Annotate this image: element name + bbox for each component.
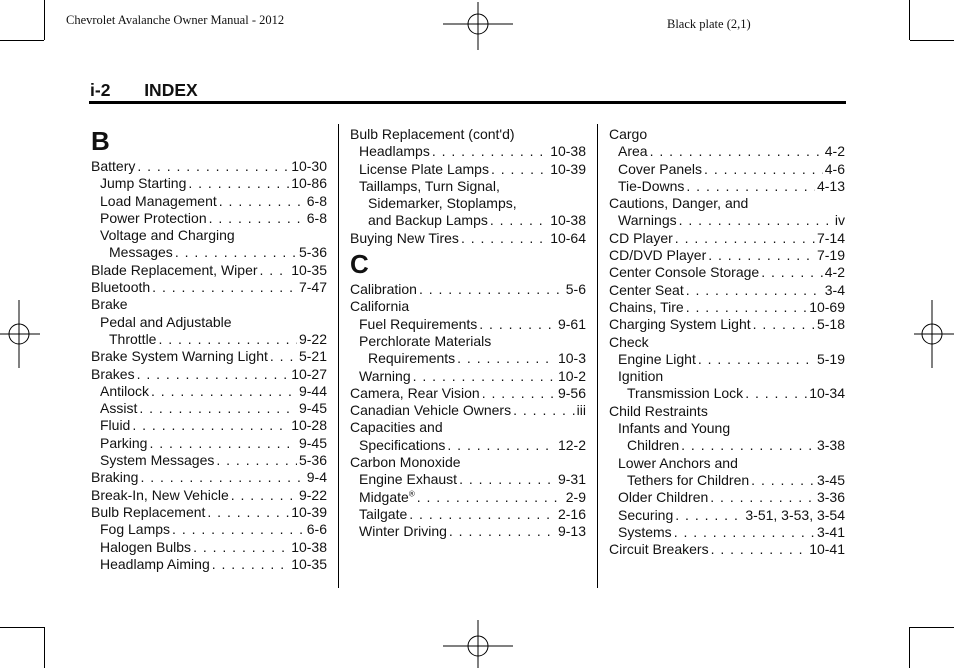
index-entry-label: Brakes <box>91 365 135 382</box>
leader-dots <box>459 471 556 488</box>
index-entry-label: Buying New Tires <box>350 229 459 246</box>
index-entry-label: Break-In, New Vehicle <box>91 486 229 503</box>
crop-mark <box>0 627 44 628</box>
index-entry <box>609 247 845 264</box>
crop-mark <box>909 0 910 40</box>
index-entry <box>91 348 327 365</box>
index-entry-page: 10-64 <box>550 229 586 246</box>
leader-dots <box>137 158 289 175</box>
index-entry-label: Sidemarker, Stoplamps, <box>368 195 517 212</box>
index-entry-label: Antilock <box>100 382 150 399</box>
leader-dots <box>151 383 297 400</box>
index-entry-label: Messages <box>109 244 173 261</box>
page-number: i-2 <box>90 80 111 100</box>
leader-dots <box>479 316 556 333</box>
index-entry <box>609 143 845 160</box>
index-entry <box>91 400 327 417</box>
index-entry-page: iv <box>834 212 845 229</box>
index-entry <box>91 262 327 279</box>
index-entry-label: Bulb Replacement (cont'd) <box>350 126 515 142</box>
index-entry-label: Engine Light <box>618 350 696 367</box>
index-entry-label: Parking <box>100 434 148 451</box>
leader-dots <box>209 210 305 227</box>
index-entry <box>91 279 327 296</box>
index-entry-label: Securing <box>618 506 674 523</box>
index-entry-page: 7-14 <box>816 229 845 246</box>
index-entry-label: Ignition <box>618 368 664 385</box>
leader-dots <box>753 316 815 333</box>
leader-dots <box>216 452 297 469</box>
index-entry-label: Warning <box>359 367 411 384</box>
leader-dots <box>175 244 297 261</box>
leader-dots <box>212 556 289 573</box>
index-entry-page: 5-21 <box>298 348 327 365</box>
leader-dots <box>704 161 823 178</box>
index-entry-label: Headlamp Aiming <box>100 555 210 572</box>
index-entry-label: Halogen Bulbs <box>100 538 192 555</box>
index-entry <box>350 281 586 298</box>
index-entry-label: California <box>350 298 410 315</box>
index-entry <box>350 195 586 212</box>
index-entry <box>609 316 845 333</box>
index-entry <box>609 472 845 489</box>
leader-dots <box>681 437 815 454</box>
index-entry <box>609 161 845 178</box>
index-entry-label: Winter Driving <box>359 523 447 540</box>
leader-dots <box>711 541 808 558</box>
index-entry-page: 3-38 <box>816 437 845 454</box>
index-entry <box>350 437 586 454</box>
leader-dots <box>432 143 548 160</box>
index-entry-page: 5-18 <box>816 316 845 333</box>
registered-mark: ® <box>408 488 415 498</box>
crop-mark <box>910 40 954 41</box>
index-entry-page: 10-3 <box>557 350 586 367</box>
leader-dots <box>686 282 823 299</box>
leader-dots <box>745 385 807 402</box>
index-entry <box>609 368 845 385</box>
index-entry-page: 4-2 <box>824 264 845 281</box>
index-entry-label: Bulb Replacement <box>91 503 206 520</box>
index-entry-page: 7-47 <box>298 279 327 296</box>
registration-mark-right <box>914 300 954 368</box>
index-entry-page: 10-34 <box>809 385 845 402</box>
index-entry-label: Bluetooth <box>91 279 151 296</box>
index-entry <box>350 385 586 402</box>
index-entry-page: 2-9 <box>565 488 586 505</box>
index-entry-label: Pedal and Adjustable <box>100 313 232 330</box>
plate-label: Black plate (2,1) <box>667 17 751 31</box>
index-entry <box>91 435 327 452</box>
index-entry-page: 9-61 <box>557 315 586 332</box>
index-entry <box>350 523 586 540</box>
leader-dots <box>413 368 556 385</box>
leader-dots <box>140 469 304 486</box>
index-entry-label: Calibration <box>350 281 417 298</box>
leader-dots <box>686 178 815 195</box>
index-entry-label: Load Management <box>100 192 217 209</box>
index-entry <box>609 385 845 402</box>
leader-dots <box>457 350 556 367</box>
index-entry-label: CD Player <box>609 229 673 246</box>
index-entry <box>609 195 845 212</box>
index-entry <box>91 487 327 504</box>
index-entry-label: and Backup Lamps <box>368 212 488 229</box>
index-entry-label: Throttle <box>109 330 157 347</box>
index-entry-label: Perchlorate Materials <box>359 332 492 349</box>
index-entry-page: 4-6 <box>824 160 845 177</box>
index-entry <box>609 334 845 351</box>
index-entry-label: Tethers for Children <box>627 471 750 488</box>
index-entry-page: 9-45 <box>298 434 327 451</box>
index-entry-page: 6-6 <box>306 521 327 538</box>
index-entry-page: 9-56 <box>557 384 586 401</box>
index-entry-page: iii <box>576 402 586 419</box>
index-entry <box>350 212 586 229</box>
index-entry-page: 10-2 <box>557 367 586 384</box>
index-entry-label: Carbon Monoxide <box>350 454 461 471</box>
index-entry-label: CD/DVD Player <box>609 247 707 264</box>
index-entry <box>350 126 586 143</box>
index-entry <box>609 420 845 437</box>
index-column-3 <box>609 126 845 558</box>
index-entry-page: 3-41 <box>816 523 845 540</box>
index-entry-page: 7-19 <box>816 247 845 264</box>
index-entry <box>609 299 845 316</box>
index-entry-label: Chains, Tire <box>609 298 684 315</box>
leader-dots <box>679 212 833 229</box>
index-entry-page: 3-4 <box>824 281 845 298</box>
index-entry-page: 9-44 <box>298 382 327 399</box>
index-entry <box>350 454 586 471</box>
index-entry-page: 10-39 <box>550 160 586 177</box>
index-entry-label: Requirements <box>368 350 456 367</box>
crop-mark <box>909 627 910 668</box>
index-entry-label: Fog Lamps <box>100 521 171 538</box>
index-entry-label: Battery <box>91 158 136 174</box>
index-entry-page: 5-19 <box>816 350 845 367</box>
index-entry-label: Transmission Lock <box>627 385 744 402</box>
leader-dots <box>260 262 290 279</box>
index-entry <box>350 161 586 178</box>
index-entry-label: Headlamps <box>359 143 430 160</box>
registration-mark-bottom <box>443 620 513 668</box>
index-entry-page: 9-13 <box>557 523 586 540</box>
index-entry <box>91 521 327 538</box>
leader-dots <box>149 435 297 452</box>
leader-dots <box>419 281 564 298</box>
index-entry <box>350 333 586 350</box>
index-entry-label: Braking <box>91 469 139 486</box>
index-entry-label: Cover Panels <box>618 160 703 177</box>
index-entry-label: Engine Exhaust <box>359 471 458 488</box>
index-entry-page: 10-35 <box>291 555 327 572</box>
leader-dots <box>674 524 815 541</box>
index-entry-label: Center Console Storage <box>609 264 760 281</box>
index-entry <box>350 506 586 523</box>
index-entry-page: 3-51, 3-53, 3-54 <box>745 506 845 523</box>
index-entry <box>91 539 327 556</box>
index-entry <box>91 244 327 261</box>
leader-dots <box>675 230 815 247</box>
index-entry <box>350 316 586 333</box>
leader-dots <box>409 506 556 523</box>
index-entry <box>91 469 327 486</box>
index-entry-label: Cargo <box>609 126 648 142</box>
index-entry <box>91 314 327 331</box>
index-column-2 <box>350 126 586 541</box>
index-entry <box>91 417 327 434</box>
leader-dots <box>231 487 297 504</box>
section-title: INDEX <box>144 80 198 100</box>
index-entry-label: Circuit Breakers <box>609 541 709 558</box>
index-entry <box>350 419 586 436</box>
index-entry <box>609 507 845 524</box>
leader-dots <box>193 539 289 556</box>
index-entry-page: 9-22 <box>298 486 327 503</box>
index-entry-label: Warnings <box>618 212 677 229</box>
leader-dots <box>172 521 305 538</box>
leader-dots <box>188 175 289 192</box>
index-entry-label: Children <box>627 437 680 454</box>
index-entry-page: 6-8 <box>306 209 327 226</box>
index-entry-label: Power Protection <box>100 209 207 226</box>
leader-dots <box>710 489 815 506</box>
index-entry <box>91 556 327 573</box>
index-entry-label: Specifications <box>359 436 446 453</box>
index-entry <box>350 178 586 195</box>
index-entry-label: Jump Starting <box>100 175 187 192</box>
index-column-1 <box>91 124 327 573</box>
index-entry <box>350 298 586 315</box>
index-entry <box>609 264 845 281</box>
index-entry-label: Older Children <box>618 489 709 506</box>
index-entry-label: Brake <box>91 296 128 313</box>
leader-dots <box>447 437 556 454</box>
leader-dots <box>675 507 743 524</box>
crop-mark <box>0 40 44 41</box>
leader-dots <box>139 400 297 417</box>
leader-dots <box>270 348 297 365</box>
leader-dots <box>761 264 823 281</box>
registration-mark-top <box>443 2 513 50</box>
index-entry-label: Cautions, Danger, and <box>609 195 749 212</box>
index-entry <box>350 230 586 247</box>
heading-rule <box>89 101 846 104</box>
leader-dots <box>686 299 807 316</box>
index-entry-page: 4-13 <box>816 177 845 194</box>
index-entry <box>350 489 586 506</box>
index-entry <box>350 350 586 367</box>
leader-dots <box>751 472 815 489</box>
index-entry-label: Area <box>618 143 648 160</box>
leader-dots <box>207 504 289 521</box>
index-entry-page: 12-2 <box>557 436 586 453</box>
leader-dots <box>650 143 823 160</box>
index-entry-page: 5-36 <box>298 244 327 261</box>
index-entry <box>609 437 845 454</box>
index-entry <box>91 175 327 192</box>
index-entry-label: System Messages <box>100 452 215 469</box>
index-entry <box>350 143 586 160</box>
leader-dots <box>158 331 297 348</box>
index-entry-label: Child Restraints <box>609 402 708 419</box>
crop-mark <box>44 0 45 40</box>
index-entry-label: Tie-Downs <box>618 177 685 194</box>
index-entry <box>350 402 586 419</box>
index-entry-page: 10-38 <box>291 538 327 555</box>
crop-mark <box>44 627 45 668</box>
index-entry-label: Blade Replacement, Wiper <box>91 261 258 278</box>
column-divider <box>338 124 339 588</box>
leader-dots <box>219 193 305 210</box>
index-entry-page: 10-28 <box>291 417 327 434</box>
index-entry-page: 10-41 <box>809 541 845 558</box>
index-letter-heading: C <box>350 249 369 280</box>
index-entry <box>91 227 327 244</box>
index-entry-page: 3-36 <box>816 489 845 506</box>
index-entry-page: 10-86 <box>291 175 327 192</box>
index-entry-label: Charging System Light <box>609 316 751 333</box>
index-entry-label: Voltage and Charging <box>100 227 235 244</box>
index-entry <box>609 489 845 506</box>
index-entry <box>609 541 845 558</box>
index-entry-page: 4-2 <box>824 143 845 160</box>
index-entry-page: 5-36 <box>298 452 327 469</box>
index-entry-label: Check <box>609 333 649 350</box>
leader-dots <box>490 212 548 229</box>
index-entry <box>91 296 327 313</box>
index-entry-page: 6-8 <box>306 192 327 209</box>
leader-dots <box>491 161 548 178</box>
leader-dots <box>137 366 290 383</box>
index-entry <box>609 126 845 143</box>
leader-dots <box>698 351 815 368</box>
index-entry-page: 9-31 <box>557 471 586 488</box>
index-entry-page: 10-30 <box>291 158 327 174</box>
index-entry-label: Midgate® <box>359 488 415 505</box>
index-entry <box>609 212 845 229</box>
index-entry <box>91 193 327 210</box>
index-entry-label: Tailgate <box>359 505 408 522</box>
index-entry <box>350 368 586 385</box>
index-entry <box>91 383 327 400</box>
index-entry-label: Capacities and <box>350 419 443 436</box>
crop-mark <box>910 627 954 628</box>
registration-mark-left <box>0 300 40 368</box>
section-heading <box>90 80 198 101</box>
index-entry <box>609 230 845 247</box>
index-entry-page: 10-39 <box>291 503 327 520</box>
index-entry-page: 2-16 <box>557 505 586 522</box>
index-entry-page: 10-38 <box>550 143 586 160</box>
index-entry-page: 10-27 <box>291 365 327 382</box>
index-entry <box>609 178 845 195</box>
index-entry-label: Taillamps, Turn Signal, <box>359 177 500 194</box>
index-entry-page: 10-69 <box>809 298 845 315</box>
index-entry <box>609 403 845 420</box>
index-entry-label: Fluid <box>100 417 131 434</box>
index-entry <box>609 282 845 299</box>
leader-dots <box>461 230 548 247</box>
index-entry-page: 3-45 <box>816 471 845 488</box>
index-entry <box>91 452 327 469</box>
index-entry <box>350 471 586 488</box>
index-entry <box>91 158 327 175</box>
index-entry-page: 9-45 <box>298 400 327 417</box>
index-entry-label: Lower Anchors and <box>618 454 738 471</box>
leader-dots <box>513 402 575 419</box>
index-entry <box>91 504 327 521</box>
index-entry-label: Systems <box>618 523 672 540</box>
index-entry-page: 10-38 <box>550 212 586 229</box>
column-divider <box>597 124 598 588</box>
index-entry <box>609 524 845 541</box>
leader-dots <box>449 523 556 540</box>
leader-dots <box>708 247 815 264</box>
index-entry-page: 9-22 <box>298 330 327 347</box>
leader-dots <box>132 417 289 434</box>
manual-title: Chevrolet Avalanche Owner Manual - 2012 <box>66 13 285 27</box>
index-entry <box>91 331 327 348</box>
index-entry-page: 9-4 <box>306 469 327 486</box>
leader-dots <box>152 279 297 296</box>
leader-dots <box>417 489 564 506</box>
index-entry-page: 5-6 <box>565 281 586 298</box>
index-entry-label: Infants and Young <box>618 420 731 437</box>
index-entry <box>609 455 845 472</box>
index-entry <box>91 210 327 227</box>
index-entry-label: Fuel Requirements <box>359 315 478 332</box>
index-entry <box>609 351 845 368</box>
index-entry-label: Assist <box>100 400 138 417</box>
index-entry-label: Canadian Vehicle Owners <box>350 402 512 419</box>
index-entry-label: License Plate Lamps <box>359 160 489 177</box>
index-letter-heading: B <box>91 126 110 156</box>
index-entry <box>91 366 327 383</box>
index-entry-page: 10-35 <box>291 261 327 278</box>
index-entry-label: Brake System Warning Light <box>91 348 268 365</box>
index-entry-label: Camera, Rear Vision <box>350 384 480 401</box>
index-entry-label: Center Seat <box>609 281 684 298</box>
leader-dots <box>482 385 556 402</box>
